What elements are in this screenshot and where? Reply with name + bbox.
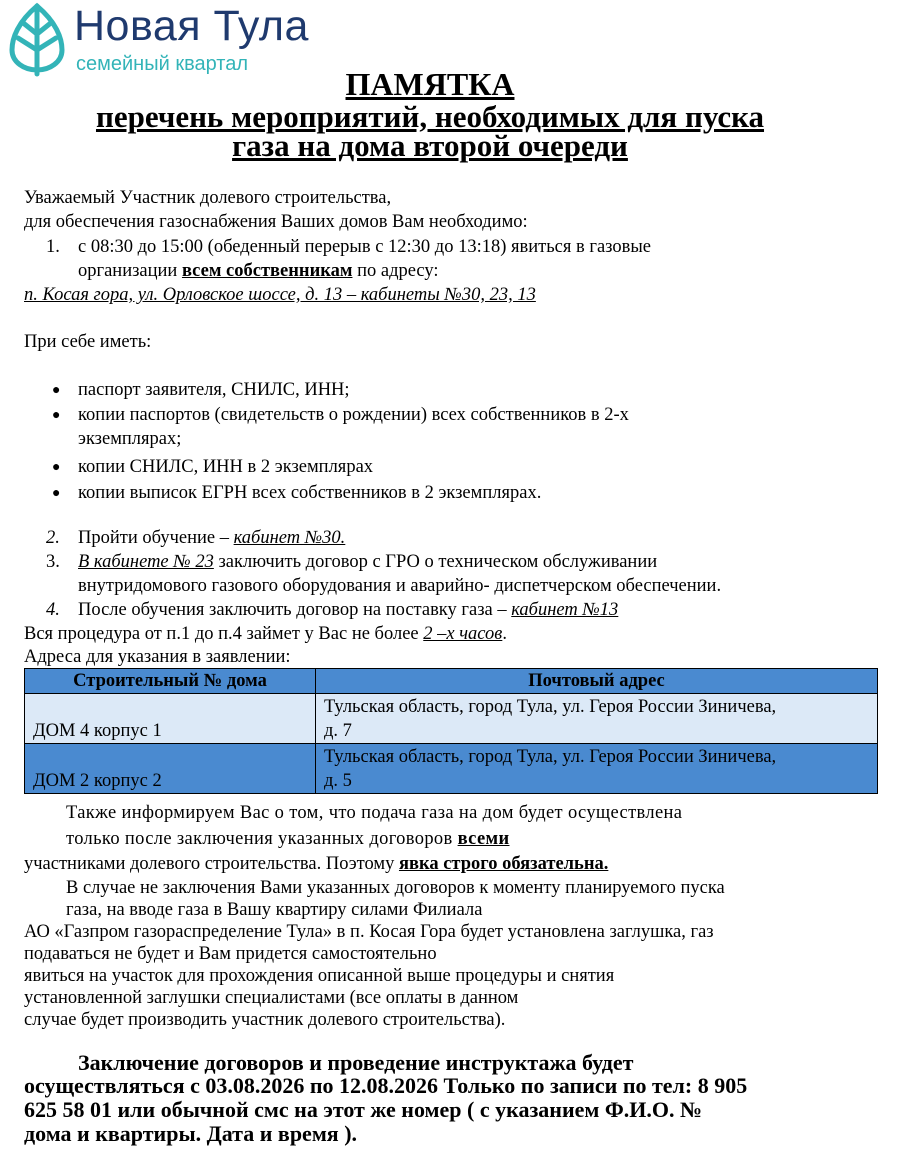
bring-item-4: копии выписок ЕГРН всех собственников в 2 экземплярах.: [78, 483, 542, 503]
duration-text: [24, 623, 507, 646]
logo-name: Новая Тула: [74, 2, 309, 50]
address-line-1: Тульская область, город Тула, ул. Героя России Зиничева,: [324, 697, 777, 717]
warning-line-5: явиться на участок для прохождения описанной выше процедуры и снятия: [24, 966, 615, 986]
bullet-icon: ●: [52, 383, 61, 398]
step4-pre: После обучения заключить договор на поставку газа –: [78, 600, 512, 620]
duration-post: .: [502, 624, 507, 644]
logo-tagline: семейный квартал: [76, 53, 249, 75]
final-line-3: 625 58 01 или обычной смс на этот же номер ( с указанием Ф.И.О. №: [24, 1097, 703, 1122]
bullet-icon: ●: [52, 408, 61, 423]
intro-lead: для обеспечения газоснабжения Ваших домов Вам необходимо:: [24, 212, 528, 232]
warning-line-3: АО «Газпром газораспределение Тула» в п. Косая Гора будет установлена заглушка, газ: [24, 922, 714, 942]
notice-line-2: [66, 828, 509, 851]
step4-number: 4.: [46, 600, 60, 620]
final-line-1: Заключение договоров и проведение инструктажа будет: [78, 1050, 634, 1075]
bullet-icon: ●: [52, 460, 61, 475]
bring-heading: При себе иметь:: [24, 332, 152, 352]
step1-line-2: [78, 260, 439, 283]
notice-all: всеми: [457, 829, 510, 849]
page-subtitle: [0, 99, 860, 163]
subtitle-line-1: перечень мероприятий, необходимых для пуска: [95, 99, 765, 134]
table-header-row: [25, 669, 878, 694]
table-header-address: Почтовый адрес: [316, 669, 878, 694]
table-cell-house: ДОМ 4 корпус 1: [25, 694, 316, 744]
notice-mandatory: явка строго обязательна.: [398, 854, 609, 874]
step2-cabinet: кабинет №30.: [233, 528, 346, 548]
address-line-2: д. 7: [324, 721, 352, 741]
step3-number: 3.: [46, 552, 60, 572]
notice-line-3-pre: участниками долевого строительства. Поэтому: [24, 854, 399, 874]
table-cell-address: [316, 694, 878, 744]
step1-line-2-post: по адресу:: [352, 261, 439, 281]
step3-line-2: внутридомового газового оборудования и аварийно- диспетчерском обеспечении.: [78, 576, 722, 596]
warning-line-4: подаваться не будет и Вам придется самостоятельно: [24, 944, 437, 964]
warning-line-6: установленной заглушки специалистами (все оплаты в данном: [24, 988, 519, 1008]
step3-cabinet: В кабинете № 23: [78, 552, 214, 572]
final-line-2: осуществляться с 03.08.2026 по 12.08.2026 Только по записи по тел: 8 905: [24, 1073, 748, 1098]
table-header-house: Строительный № дома: [25, 669, 316, 694]
notice-line-3: [24, 853, 608, 876]
warning-line-7: случае будет производить участник долевого строительства).: [24, 1010, 506, 1030]
table-row: [25, 744, 878, 794]
warning-line-2: газа, на вводе газа в Вашу квартиру силами Филиала: [66, 900, 483, 920]
step2-number: 2.: [46, 528, 60, 548]
page-title: ПАМЯТКА: [345, 66, 515, 102]
table-row: [25, 694, 878, 744]
step1-all-owners: всем собственникам: [181, 261, 353, 281]
intro-greeting: Уважаемый Участник долевого строительства,: [24, 188, 392, 208]
step1-line-2-pre: организации: [78, 261, 182, 281]
bring-item-2: копии паспортов (свидетельств о рождении) всех собственников в 2-х: [78, 405, 629, 425]
bring-item-1: паспорт заявителя, СНИЛС, ИНН;: [78, 380, 350, 400]
step1-number: 1.: [46, 237, 60, 257]
address-line-1: Тульская область, город Тула, ул. Героя России Зиничева,: [324, 747, 777, 767]
step2-text: [78, 527, 345, 550]
addresses-heading: Адреса для указания в заявлении:: [24, 647, 291, 667]
notice-line-1: Также информируем Вас о том, что подача газа на дом будет осуществлена: [66, 803, 683, 823]
bullet-icon: ●: [52, 486, 61, 501]
duration-pre: Вся процедура от п.1 до п.4 займет у Вас не более: [24, 624, 424, 644]
duration-hours: 2 –х часов: [423, 624, 503, 644]
bring-item-3: копии СНИЛС, ИНН в 2 экземплярах: [78, 457, 374, 477]
bring-item-2-cont: экземплярах;: [78, 429, 182, 449]
table-cell-house: ДОМ 2 корпус 2: [25, 744, 316, 794]
address-table: [24, 668, 878, 794]
step3-line-1: [78, 551, 657, 574]
step1-address: п. Косая гора, ул. Орловское шоссе, д. 13 – кабинеты №30, 23, 13: [24, 285, 536, 305]
subtitle-line-2: газа на дома второй очереди: [232, 128, 628, 163]
address-line-2: д. 5: [324, 771, 352, 791]
warning-line-1: В случае не заключения Вами указанных договоров к моменту планируемого пуска: [66, 878, 725, 898]
final-line-4: дома и квартиры. Дата и время ).: [24, 1121, 358, 1146]
notice-line-2-pre: только после заключения указанных договоров: [66, 829, 458, 849]
step2-pre: Пройти обучение –: [78, 528, 234, 548]
step4-text: [78, 599, 618, 622]
table-cell-address: [316, 744, 878, 794]
step1-line-1: с 08:30 до 15:00 (обеденный перерыв с 12:30 до 13:18) явиться в газовые: [78, 237, 652, 257]
step4-cabinet: кабинет №13: [511, 600, 619, 620]
step3-post: заключить договор с ГРО о техническом обслуживании: [213, 552, 658, 572]
